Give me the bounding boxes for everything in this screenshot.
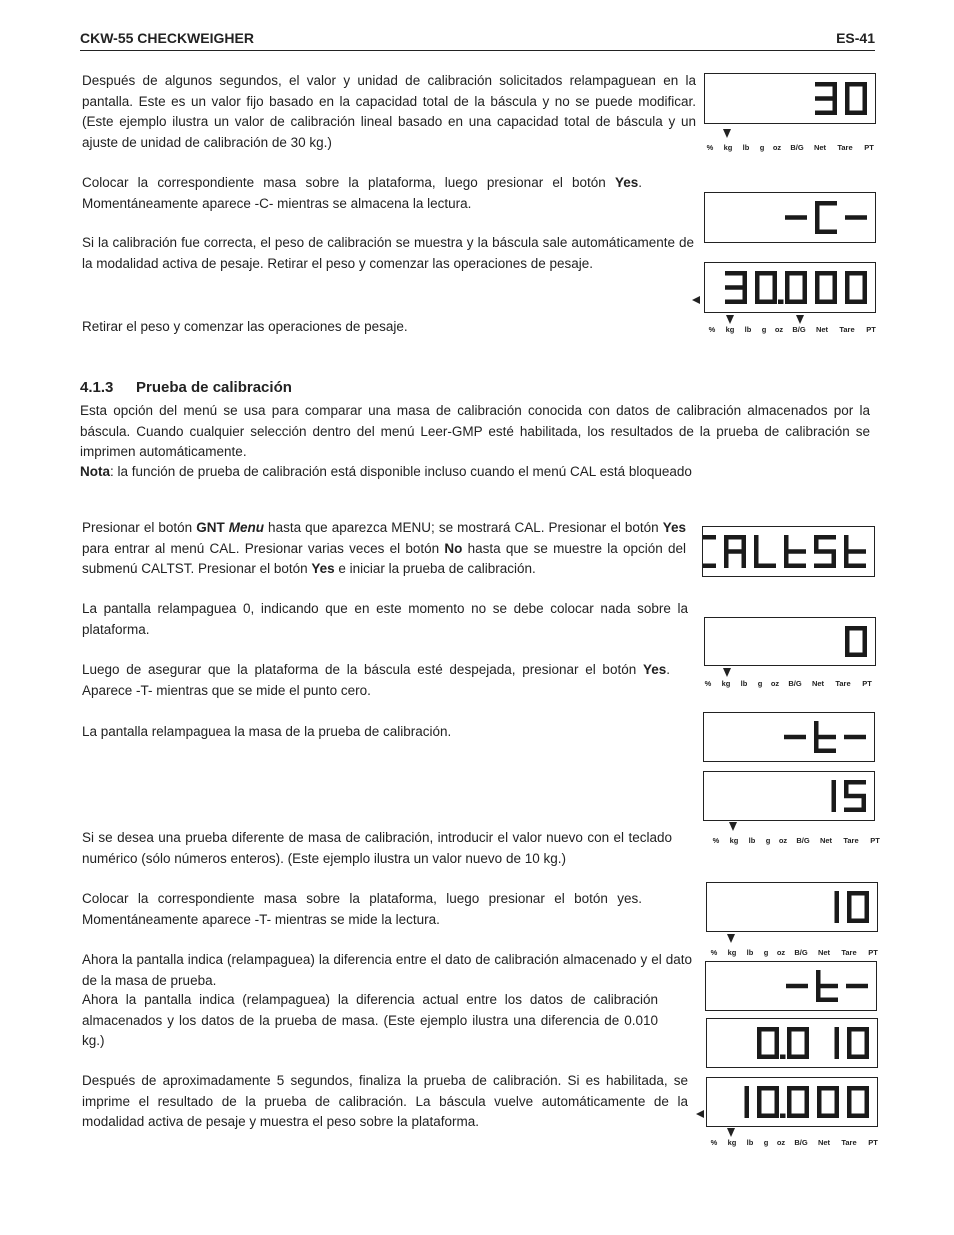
gnt-key-label: GNT: [196, 520, 225, 535]
section-number: 4.1.3: [80, 379, 114, 396]
lcd-digits: [705, 193, 875, 242]
lcd-display: [704, 73, 876, 124]
lcd-digit: [847, 1086, 869, 1118]
decimal-point: [778, 300, 784, 305]
annunciator-label: g: [763, 1138, 769, 1147]
lcd-digits: [705, 263, 875, 312]
lcd-digit: [847, 1027, 869, 1059]
annunciator-label: B/G: [790, 143, 804, 152]
lcd-digit: [725, 271, 747, 304]
annunciator-label: PT: [870, 836, 880, 845]
annunciator-label: kg: [723, 143, 733, 152]
kg-indicator-icon: [729, 822, 737, 831]
step-new-test-mass: Si se desea una prueba diferente de masa de calibración, introducir el valor nuevo con el teclado numérico (sólo números enteros). (Este ejemplo ilustra un valor nuevo de 10 kg.): [82, 830, 672, 866]
lcd-digit: [786, 984, 808, 989]
lcd-display: [704, 262, 876, 313]
note-text: : la función de prueba de calibración está disponible incluso cuando el menú CAL está bloqueado: [110, 464, 692, 479]
text-segment: e iniciar la prueba de calibración.: [334, 561, 536, 576]
kg-indicator-icon: [726, 315, 734, 324]
step-difference-display: Ahora la pantalla indica (relampaguea) la diferencia entre el dato de calibración almacenado y el dato de la masa de prueba.: [82, 952, 692, 988]
yes-key-label: Yes: [614, 175, 639, 190]
text-segment: hasta que aparezca MENU; se mostrará CAL. Presionar el botón: [264, 520, 663, 535]
no-key-label: No: [444, 540, 463, 556]
yes-key-label: Yes: [311, 561, 335, 576]
lcd-display: [703, 771, 875, 821]
lcd-digit: [845, 215, 867, 220]
annunciator-label: lb: [742, 143, 750, 152]
annunciator-label: Tare: [841, 948, 857, 957]
lcd-digits: [704, 772, 874, 820]
lcd-digit: [757, 1086, 786, 1118]
lcd-digit: [754, 535, 776, 568]
annunciator-row: [706, 325, 878, 335]
step-flash-zero: La pantalla relampaguea 0, indicando que en este momento no se debe colocar nada sobre la plataforma.: [82, 601, 688, 637]
lcd-digit: [724, 535, 746, 568]
annunciator-label: kg: [727, 948, 737, 957]
lcd-digit: [757, 1027, 786, 1059]
annunciator-label: g: [765, 836, 771, 845]
text-segment: para entrar al menú CAL. Presionar varias veces el botón: [82, 540, 445, 556]
lcd-digit: [846, 984, 868, 989]
annunciator-row: [708, 1138, 880, 1148]
lcd-digits: [707, 883, 877, 931]
decimal-point: [780, 1114, 786, 1119]
annunciator-label: Tare: [841, 1138, 857, 1147]
annunciator-label: g: [759, 143, 765, 152]
decimal-point: [780, 1055, 786, 1060]
annunciator-label: B/G: [796, 836, 810, 845]
text-segment: Luego de asegurar que la plataforma de la báscula esté despejada, presionar el botón: [82, 662, 643, 677]
lcd-digits: [704, 713, 874, 761]
lcd-digit: [815, 271, 837, 304]
lcd-digits: [707, 1019, 877, 1067]
annunciator-row: [702, 679, 874, 689]
annunciator-label: Tare: [835, 679, 851, 688]
paragraph-note: [80, 462, 870, 483]
yes-key-label: Yes: [642, 662, 667, 677]
annunciator-label: g: [761, 325, 767, 334]
lcd-digit: [835, 1027, 840, 1059]
annunciator-row: [710, 836, 882, 846]
annunciator-row: [704, 143, 876, 153]
text-segment: . Aparece -T- mientras que se mide el punto cero.: [82, 662, 670, 698]
annunciator-label: %: [708, 325, 716, 334]
lcd-digit: [784, 735, 806, 740]
stable-indicator-icon: [692, 296, 700, 304]
annunciator-label: lb: [746, 1138, 754, 1147]
lcd-display: [705, 961, 877, 1011]
lcd-digit: [845, 271, 867, 304]
annunciator-label: %: [704, 679, 712, 688]
annunciator-label: Net: [817, 948, 831, 957]
lcd-digit: [844, 535, 866, 568]
text-segment: . Momentáneamente aparece -C- mientras se almacena la lectura.: [82, 175, 642, 211]
lcd-digit: [844, 780, 866, 812]
lcd-digit: [815, 82, 837, 115]
lcd-digit: [787, 1086, 809, 1118]
lcd-digit: [815, 201, 837, 234]
annunciator-label: Net: [817, 1138, 831, 1147]
lcd-digit: [703, 535, 716, 568]
note-label: Nota: [80, 464, 110, 479]
lcd-display: [703, 712, 875, 762]
annunciator-label: Tare: [843, 836, 859, 845]
annunciator-label: lb: [740, 679, 748, 688]
paragraph-calibration-value: Después de algunos segundos, el valor y unidad de calibración solicitados relampaguean en la pantalla. Este es un valor fijo basado en la capacidad total de la báscula y no se puede modificar. (Este ejemplo ilustra un valor de calibración lineal basado en una capacidad total de báscula y un ajuste de unidad de calibración de 30 kg.): [82, 73, 696, 150]
page-number: ES-41: [836, 30, 875, 46]
annunciator-label: lb: [748, 836, 756, 845]
annunciator-label: kg: [729, 836, 739, 845]
kg-indicator-icon: [727, 1128, 735, 1137]
lcd-digit: [814, 721, 836, 753]
text-segment: Presionar el botón: [82, 520, 197, 535]
annunciator-label: B/G: [794, 948, 808, 957]
annunciator-label: PT: [868, 1138, 878, 1147]
annunciator-label: g: [763, 948, 769, 957]
annunciator-label: kg: [721, 679, 731, 688]
lcd-digit: [785, 271, 807, 304]
step-test-finished: Después de aproximadamente 5 segundos, finaliza la prueba de calibración. Si es habilitada, se imprime el resultado de la prueba de calibración. La báscula vuelve automáticamente de la modalidad activa de pesaje y muestra el peso sobre la plataforma.: [82, 1073, 688, 1129]
annunciator-label: oz: [770, 679, 780, 688]
annunciator-label: PT: [868, 948, 878, 957]
lcd-digit: [844, 735, 866, 740]
section-heading: [80, 379, 292, 396]
annunciator-label: %: [712, 836, 720, 845]
annunciator-label: PT: [866, 325, 876, 334]
annunciator-label: Tare: [839, 325, 855, 334]
lcd-digits: [707, 1078, 877, 1126]
annunciator-label: PT: [864, 143, 874, 152]
text-segment: hasta que se muestre la opción del submenú CALTST. Presionar el botón: [82, 540, 686, 576]
lcd-display: [704, 192, 876, 243]
paragraph-calibration-ok: Si la calibración fue correcta, el peso de calibración se muestra y la báscula sale automáticamente de la modalidad activa de pesaje. Retirar el peso y comenzar las operaciones de pesaje.: [82, 235, 694, 271]
annunciator-label: %: [706, 143, 714, 152]
section-title: Prueba de calibración: [136, 379, 292, 396]
annunciator-label: oz: [774, 325, 784, 334]
step-place-test-mass: Colocar la correspondiente masa sobre la plataforma, luego presionar el botón yes. Momentáneamente aparece -T- mientras se mide la lectura.: [82, 891, 642, 927]
annunciator-label: %: [710, 1138, 718, 1147]
annunciator-label: oz: [778, 836, 788, 845]
step-flash-test-mass: La pantalla relampaguea la masa de la prueba de calibración.: [82, 724, 452, 739]
stable-indicator-icon: [696, 1110, 704, 1118]
annunciator-label: Net: [811, 679, 825, 688]
bg-indicator-icon: [796, 315, 804, 324]
lcd-display: [706, 1018, 878, 1068]
annunciator-label: B/G: [794, 1138, 808, 1147]
annunciator-label: Tare: [837, 143, 853, 152]
step-actual-difference: Ahora la pantalla indica (relampaguea) la diferencia actual entre los datos de calibración almacenados y los datos de la prueba de masa. (Este ejemplo ilustra una diferencia de 0.010 kg.): [82, 992, 658, 1048]
annunciator-label: lb: [744, 325, 752, 334]
lcd-digits: [703, 527, 874, 576]
lcd-digit: [784, 535, 806, 568]
annunciator-label: oz: [776, 948, 786, 957]
text-segment: Colocar la correspondiente masa sobre la plataforma, luego presionar el botón: [82, 175, 615, 190]
step-zero-measure: [82, 660, 670, 701]
lcd-digit: [832, 780, 837, 812]
annunciator-label: B/G: [792, 325, 806, 334]
annunciator-label: oz: [772, 143, 782, 152]
lcd-digit: [817, 1086, 839, 1118]
manual-title: CKW-55 CHECKWEIGHER: [80, 30, 254, 46]
paragraph-intro: Esta opción del menú se usa para comparar una masa de calibración conocida con datos de calibración almacenados por la báscula. Cuando cualquier selección dentro del menú Leer-GMP esté habilitada, los resultados de la prueba de calibración se imprimen automáticamente.: [80, 403, 870, 459]
annunciator-label: g: [757, 679, 763, 688]
lcd-digits: [706, 962, 876, 1010]
lcd-digit: [845, 626, 867, 657]
yes-key-label: Yes: [662, 520, 686, 535]
lcd-digit: [814, 535, 836, 568]
annunciator-label: kg: [725, 325, 735, 334]
lcd-digit: [835, 891, 840, 923]
lcd-digit: [847, 891, 869, 923]
annunciator-label: lb: [746, 948, 754, 957]
lcd-digit: [785, 215, 807, 220]
annunciator-label: kg: [727, 1138, 737, 1147]
paragraph-remove-weight: Retirar el peso y comenzar las operaciones de pesaje.: [82, 319, 408, 334]
lcd-digit: [745, 1086, 750, 1118]
annunciator-label: Net: [813, 143, 827, 152]
lcd-display: [706, 882, 878, 932]
annunciator-label: B/G: [788, 679, 802, 688]
annunciator-label: Net: [815, 325, 829, 334]
lcd-digit: [845, 82, 867, 115]
lcd-digits: [705, 74, 875, 123]
kg-indicator-icon: [723, 668, 731, 677]
annunciator-label: Net: [819, 836, 833, 845]
lcd-display: [706, 1077, 878, 1127]
kg-indicator-icon: [723, 129, 731, 138]
annunciator-label: %: [710, 948, 718, 957]
page-header: [80, 28, 875, 51]
menu-key-label: Menu: [228, 520, 265, 535]
annunciator-label: oz: [776, 1138, 786, 1147]
lcd-digit: [787, 1027, 809, 1059]
lcd-digit: [755, 271, 784, 304]
annunciator-label: PT: [862, 679, 872, 688]
lcd-digit: [816, 970, 838, 1002]
lcd-digits: [705, 618, 875, 665]
paragraph-place-mass: [82, 173, 642, 214]
lcd-display: [704, 617, 876, 666]
annunciator-row: [708, 948, 880, 958]
kg-indicator-icon: [727, 934, 735, 943]
step-enter-caltst: [82, 518, 686, 580]
lcd-display: [702, 526, 875, 577]
